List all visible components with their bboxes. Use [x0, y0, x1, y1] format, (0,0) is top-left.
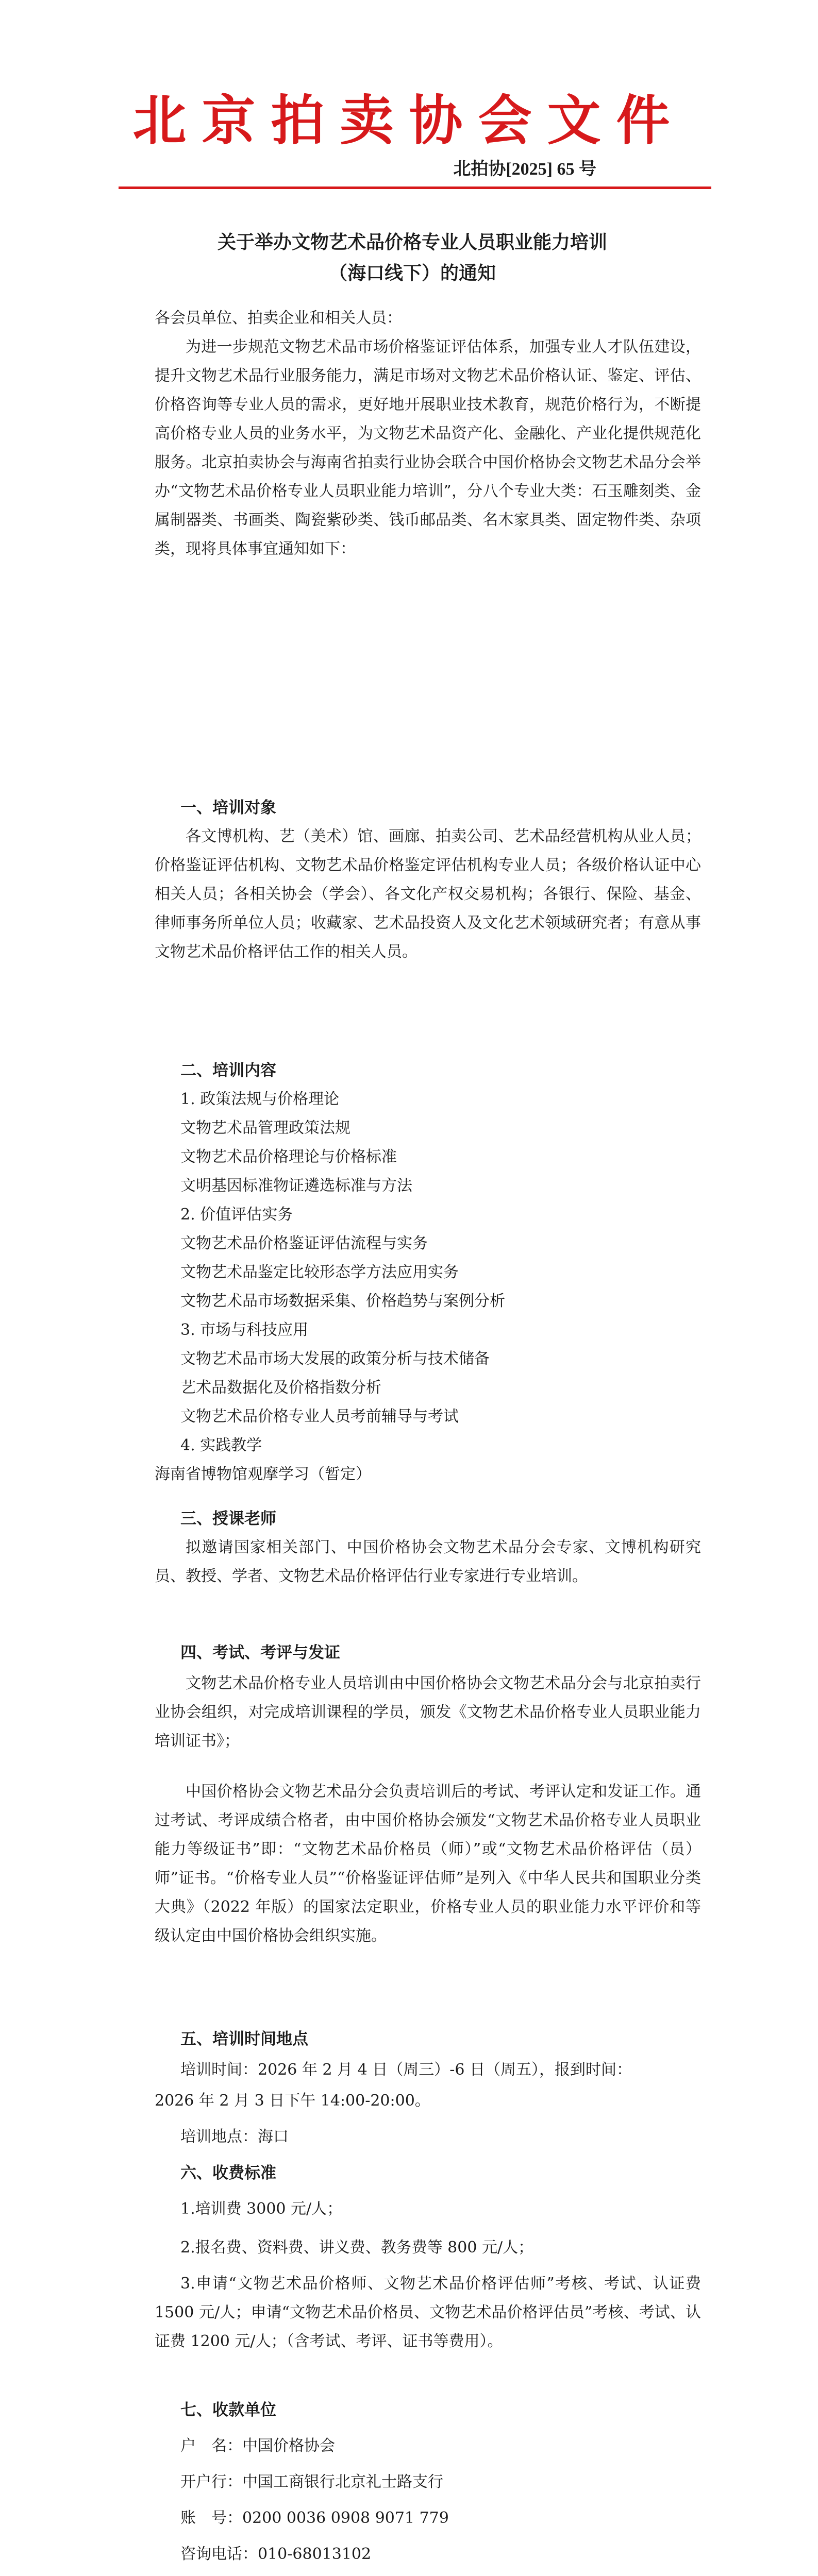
content-item: 文物艺术品价格理论与价格标准 — [180, 1148, 397, 1166]
account-number: 账 号：0200 0036 0908 9071 779 — [180, 2509, 449, 2527]
content-item: 文物艺术品管理政策法规 — [180, 1119, 350, 1137]
invoice-note — [180, 2573, 366, 2576]
notice-title-line-1: 关于举办文物艺术品价格专业人员职业能力培训 — [217, 231, 607, 253]
content-item: 海南省博物馆观摩学习（暂定） — [155, 1465, 371, 1483]
content-item: 3. 市场与科技应用 — [180, 1321, 309, 1339]
section-1-heading: 一、培训对象 — [180, 799, 276, 817]
fee-item-2: 2.报名费、资料费、讲义费、教务费等 800 元/人； — [180, 2239, 534, 2257]
salutation: 各会员单位、拍卖企业和相关人员： — [155, 309, 402, 327]
content-item: 文物艺术品价格专业人员考前辅导与考试 — [180, 1408, 459, 1426]
section-2-heading: 二、培训内容 — [180, 1061, 276, 1080]
training-time-line-1: 培训时间：2026 年 2 月 4 日（周三）-6 日（周五），报到时间： — [180, 2061, 632, 2079]
training-time-line-2: 2026 年 2 月 3 日下午 14:00-20:00。 — [155, 2092, 430, 2110]
section-1-body: 各文博机构、艺（美术）馆、画廊、拍卖公司、艺术品经营机构从业人员；价格鉴证评估机构、文物艺术品价格鉴定评估机构专业人员；各级价格认证中心相关人员；各相关协会（学会）、各文化产权交易机构；各银行、保险、基金、律师事务所单位人员；收藏家、艺术品投资人及文化艺术领域研究者；有意从事文物艺术品价格评估工作的相关人员。 — [155, 827, 701, 961]
section-6-heading: 六、收费标准 — [180, 2164, 276, 2182]
notice-title-line-2: （海口线下）的通知 — [328, 262, 496, 284]
section-3-heading: 三、授课老师 — [180, 1510, 276, 1528]
section-4-heading: 四、考试、考评与发证 — [180, 1643, 340, 1662]
section-4-paragraph-2: 中国价格协会文物艺术品分会负责培训后的考试、考评认定和发证工作。通过考试、考评成绩合格者，由中国价格协会颁发“文物艺术品价格专业人员职业能力等级证书”即：“文物艺术品价格员（师）”或“文物艺术品价格评估（员）师”证书。“价格专业人员”“价格鉴证评估师”是列入《中华人民共和国职业分类大典》（2022 年版）的国家法定职业，价格专业人员的职业能力水平评价和等级认定由中国价格协会组织实施。 — [155, 1783, 701, 1945]
content-item: 文物艺术品市场数据采集、价格趋势与案例分析 — [180, 1292, 505, 1310]
consult-phone: 咨询电话：010-68013102 — [180, 2545, 372, 2563]
content-item: 2. 价值评估实务 — [180, 1206, 293, 1224]
section-5-heading: 五、培训时间地点 — [180, 2030, 308, 2048]
fee-item-1: 1.培训费 3000 元/人； — [180, 2200, 343, 2218]
fee-item-3: 3.申请“文物艺术品价格师、文物艺术品价格评估师”考核、考试、认证费 1500 元/人；申请“文物艺术品价格员、文物艺术品价格评估员”考核、考试、认证费 1200 元/人；（含考试、考评、证书等费用）。 — [155, 2275, 701, 2350]
section-4-paragraph-1: 文物艺术品价格专业人员培训由中国价格协会文物艺术品分会与北京拍卖行业协会组织，对完成培训课程的学员，颁发《文物艺术品价格专业人员职业能力培训证书》； — [155, 1674, 701, 1750]
section-3-body: 拟邀请国家相关部门、中国价格协会文物艺术品分会专家、文博机构研究员、教授、学者、文物艺术品价格评估行业专家进行专业培训。 — [155, 1538, 701, 1585]
training-place: 培训地点：海口 — [180, 2128, 289, 2146]
content-item: 艺术品数据化及价格指数分析 — [180, 1379, 381, 1397]
content-item: 文物艺术品鉴定比较形态学方法应用实务 — [180, 1263, 459, 1281]
masthead-title: 北京拍卖协会文件 — [132, 89, 686, 152]
content-item: 文明基因标准物证遴选标准与方法 — [180, 1177, 412, 1195]
document-number: 北拍协[2025] 65 号 — [453, 160, 596, 179]
content-item: 文物艺术品价格鉴证评估流程与实务 — [180, 1234, 428, 1252]
content-item: 1. 政策法规与价格理论 — [180, 1090, 340, 1108]
masthead-divider — [119, 187, 711, 189]
section-7-heading: 七、收款单位 — [180, 2401, 276, 2419]
content-item: 文物艺术品市场大发展的政策分析与技术储备 — [180, 1350, 490, 1368]
bank-name: 开户行：中国工商银行北京礼士路支行 — [180, 2473, 443, 2491]
intro-paragraph: 为进一步规范文物艺术品市场价格鉴证评估体系，加强专业人才队伍建设，提升文物艺术品行业服务能力，满足市场对文物艺术品价格认证、鉴定、评估、价格咨询等专业人员的需求，更好地开展职业技术教育，规范价格行为，不断提高价格专业人员的业务水平，为文物艺术品资产化、金融化、产业化提供规范化服务。北京拍卖协会与海南省拍卖行业协会联合中国价格协会文物艺术品分会举办“文物艺术品价格专业人员职业能力培训”，分八个专业大类：石玉雕刻类、金属制器类、书画类、陶瓷紫砂类、钱币邮品类、名木家具类、固定物件类、杂项类，现将具体事宜通知如下： — [155, 338, 701, 558]
account-name: 户 名：中国价格协会 — [180, 2437, 335, 2455]
content-item: 4. 实践教学 — [180, 1436, 262, 1454]
